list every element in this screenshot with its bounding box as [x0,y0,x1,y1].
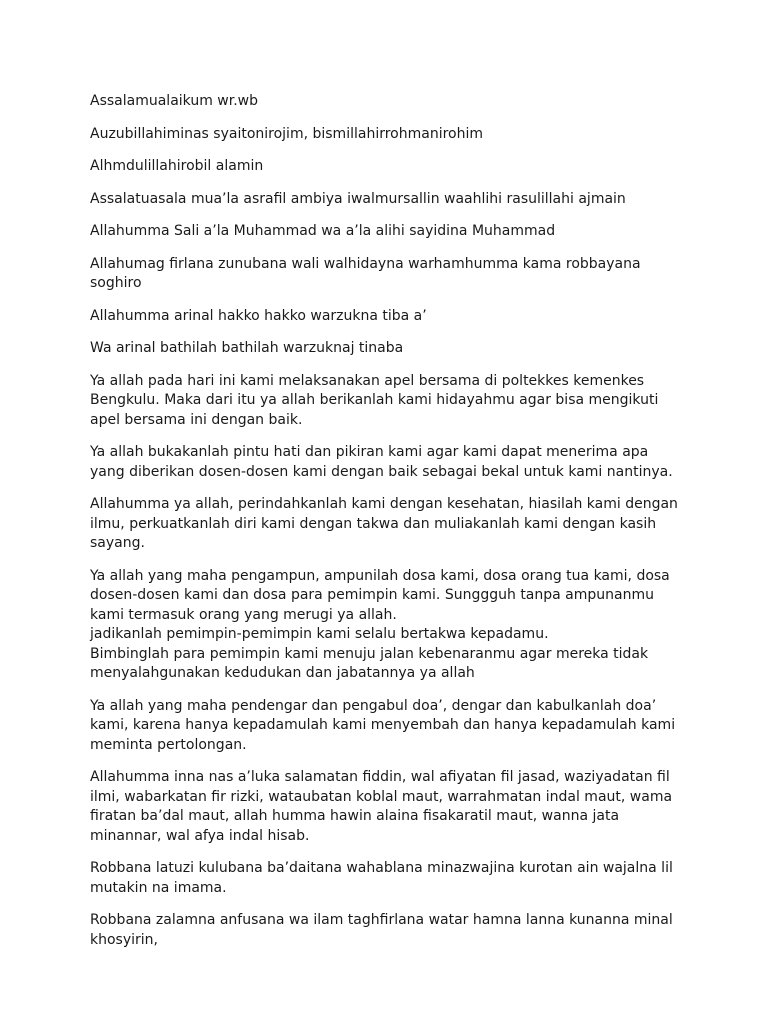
text-line: Allahumag firlana zunubana wali walhidayna warhamhumma kama robbayana [90,255,641,272]
text-line: mutakin na imama. [90,879,227,896]
document-body [90,92,680,963]
paragraph [90,339,680,359]
paragraph [90,372,680,431]
text-line: ilmu, perkuatkanlah diri kami dengan takwa dan muliakanlah kami dengan kasih [90,515,657,532]
text-line: Robbana zalamna anfusana wa ilam taghfirlana watar hamna lanna kunanna minal [90,912,673,928]
text-line: Allahumma ya allah, perindahkanlah kami dengan kesehatan, hiasilah kami dengan [90,496,678,512]
text-line: Ya allah bukakanlah pintu hati dan pikiran kami agar kami dapat menerima apa [90,444,649,460]
text-line: sayang. [90,535,145,551]
paragraph [90,768,680,846]
text-line: kami, karena hanya kepadamulah kami menyembah dan hanya kepadamulah kami [90,717,676,733]
text-line: jadikanlah pemimpin-pemimpin kami selalu bertakwa kepadamu. [90,626,549,642]
text-line: kami termasuk orang yang merugi ya allah. [90,606,397,623]
text-line: minannar, wal afya indal hisab. [90,827,310,844]
paragraph [90,222,680,242]
text-line: dosen-dosen kami dan dosa para pemimpin kami. Sunggguh tanpa ampunanmu [90,587,654,603]
text-line: Ya allah yang maha pengampun, ampunilah dosa kami, dosa orang tua kami, dosa [90,567,670,584]
paragraph [90,307,680,327]
paragraph [90,255,680,294]
text-line: khosyirin, [90,931,158,948]
paragraph [90,92,680,112]
paragraph [90,125,680,145]
paragraph [90,911,680,950]
paragraph [90,443,680,482]
paragraph [90,567,680,684]
paragraph [90,495,680,554]
text-line: meminta pertolongan. [90,736,247,753]
text-line: Bimbinglah para pemimpin kami menuju jalan kebenaranmu agar mereka tidak [90,645,649,662]
text-line: Bengkulu. Maka dari itu ya allah berikanlah kami hidayahmu agar bisa mengikuti [90,392,659,408]
text-line: firatan ba’dal maut, allah humma hawin alaina fisakaratil maut, wanna jata [90,808,620,824]
text-line: Assalamualaikum wr.wb [90,93,259,109]
paragraph [90,190,680,210]
text-line: Ya allah yang maha pendengar dan pengabul doa’, dengar dan kabulkanlah doa’ [90,697,657,714]
text-line: Allahumma inna nas a’luka salamatan fiddin, wal afiyatan fil jasad, waziyadatan fil [90,769,670,785]
text-line: Allahumma Sali a’la Muhammad wa a’la alihi sayidina Muhammad [90,223,556,239]
paragraph [90,859,680,898]
text-line: Robbana latuzi kulubana ba’daitana wahablana minazwajina kurotan ain wajalna lil [90,860,673,876]
text-line: Auzubillahiminas syaitonirojim, bismillahirrohmanirohim [90,125,483,142]
text-line: Allahumma arinal hakko hakko warzukna tiba a’ [90,307,427,324]
text-line: yang diberikan dosen-dosen kami dengan baik sebagai bekal untuk kami nantinya. [90,463,673,480]
text-line: Wa arinal bathilah bathilah warzuknaj tinaba [90,340,404,356]
text-line: soghiro [90,275,142,291]
paragraph [90,697,680,756]
text-line: Assalatuasala mua’la asrafil ambiya iwalmursallin waahlihi rasulillahi ajmain [90,190,626,207]
text-line: apel bersama ini dengan baik. [90,411,303,428]
text-line: menyalahgunakan kedudukan dan jabatannya ya allah [90,665,475,681]
paragraph [90,157,680,177]
text-line: Ya allah pada hari ini kami melaksanakan apel bersama di poltekkes kemenkes [90,372,645,389]
text-line: ilmi, wabarkatan fir rizki, wataubatan koblal maut, warrahmatan indal maut, wama [90,788,673,805]
text-line: Alhmdulillahirobil alamin [90,158,264,174]
